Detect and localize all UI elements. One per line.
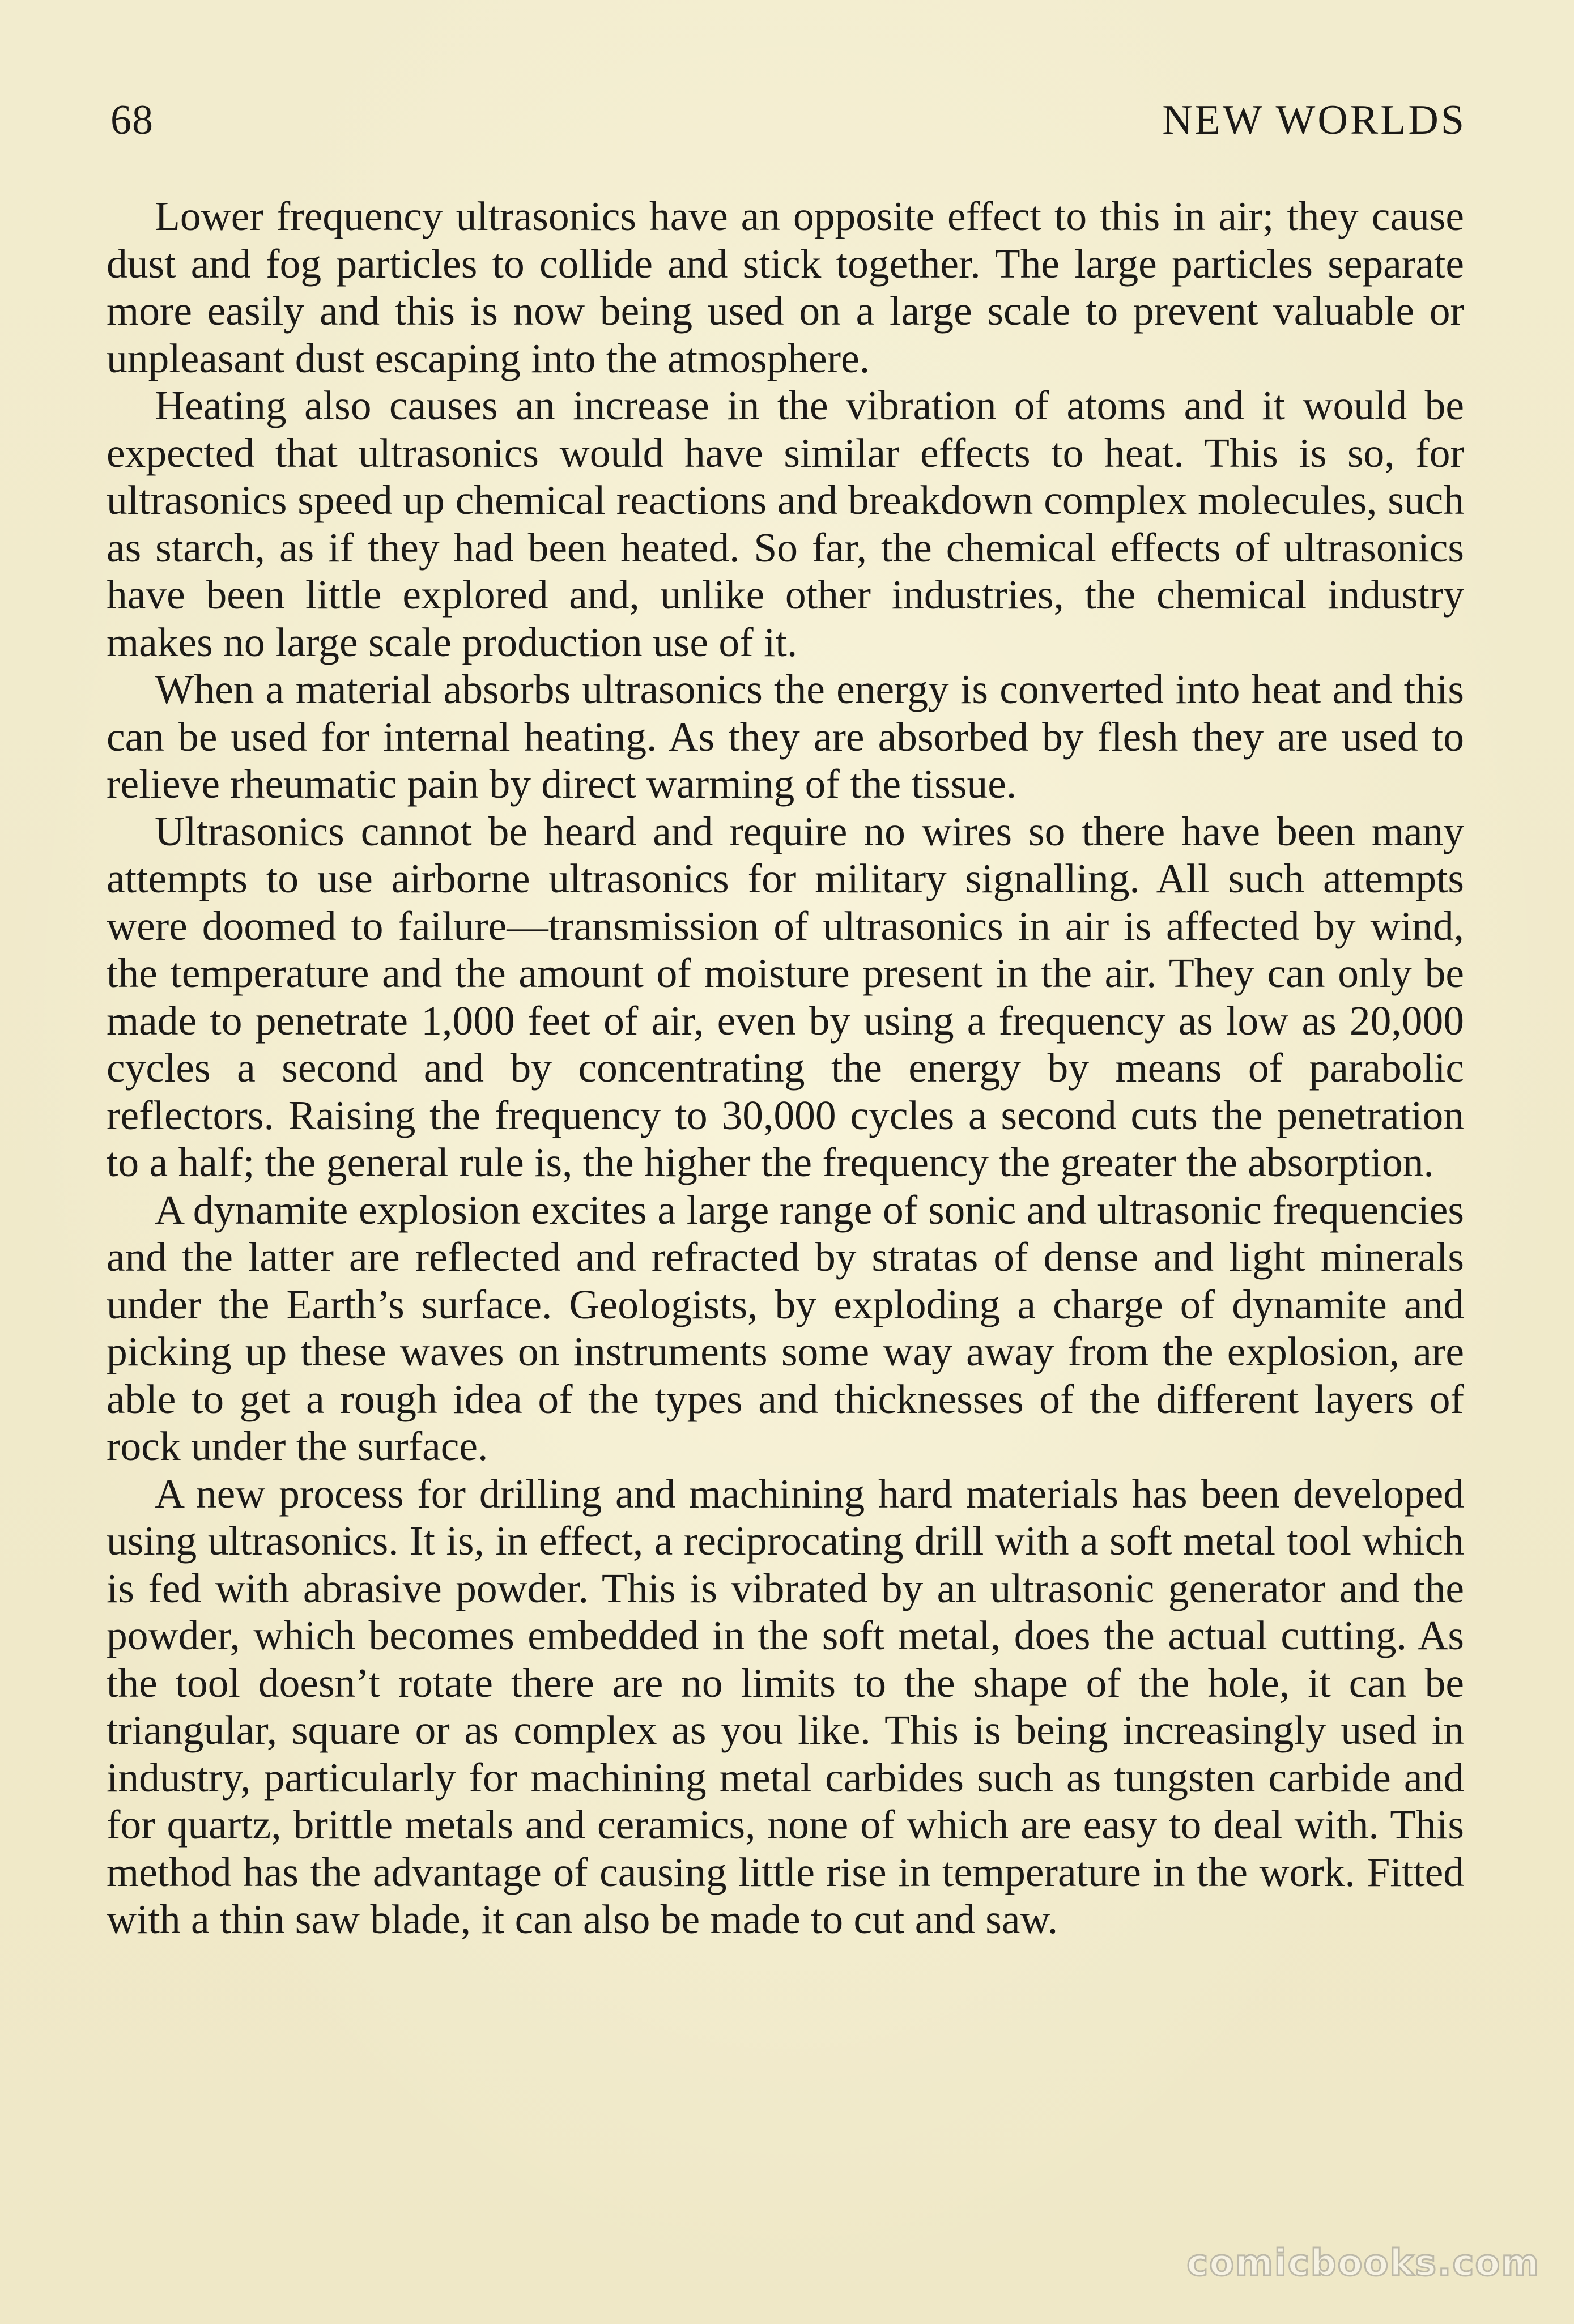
paragraph-ultrasonic-drilling: A new process for drilling and machining hard materials has been developed using ultrasonics. It is, in effect, a reciprocating drill with a soft metal tool which is fed with abrasive powder. This is vibrated by an ultrasonic generator and the powder, which becomes embedded in the soft metal, does the actual cutting. As the tool doesn’t rotate there are no limits to the shape of the hole, it can be triangular, square or as complex as you like. This is being increasingly used in industry, particularly for machining metal carbides such as tungsten carbide and for quartz, brittle metals and ceramics, none of which are easy to deal with. This method has the advantage of causing little rise in temperature in the work. Fitted with a thin saw blade, it can also be made to cut and saw. bbox=[107, 1470, 1464, 1942]
body-text bbox=[107, 193, 1464, 1943]
paragraph-heating: Heating also causes an increase in the vibration of atoms and it would be expected that ultrasonics would have similar effects to heat. This is so, for ultrasonics speed up chemical reactions and breakdown complex molecules, such as starch, as if they had been heated. So far, the chemical effects of ultrasonics have been little explored and, unlike other industries, the chemical industry makes no large scale production use of it. bbox=[107, 382, 1464, 665]
watermark: comicbooks.com bbox=[1186, 2242, 1540, 2284]
page-header bbox=[110, 96, 1466, 153]
paragraph-internal-heating: When a material absorbs ultrasonics the energy is converted into heat and this can be used for internal heating. As they are absorbed by flesh they are used to relieve rheumatic pain by direct warming of the tissue. bbox=[107, 666, 1464, 807]
running-head: NEW WORLDS bbox=[1162, 97, 1466, 143]
page-number: 68 bbox=[110, 97, 154, 143]
paragraph-military-signalling: Ultrasonics cannot be heard and require no wires so there have been many attempts to use airborne ultrasonics for military signalling. All such attempts were doomed to failure—transmission of ultrasonics in air is affected by wind, the temperature and the amount of moisture present in the air. They can only be made to penetrate 1,000 feet of air, even by using a frequency as low as 20,000 cycles a second and by concentrating the energy by means of parabolic reflectors. Raising the frequency to 30,000 cycles a second cuts the penetration to a half; the general rule is, the higher the frequency the greater the absorption. bbox=[107, 808, 1464, 1185]
paragraph-dynamite-explosion: A dynamite explosion excites a large range of sonic and ultrasonic frequencies and the latter are reflected and refracted by stratas of dense and light minerals under the Earth’s surface. Geologists, by exploding a charge of dynamite and picking up these waves on instruments some way away from the explosion, are able to get a rough idea of the types and thicknesses of the different layers of rock under the surface. bbox=[107, 1186, 1464, 1469]
paragraph-dust-particles: Lower frequency ultrasonics have an opposite effect to this in air; they cause dust and fog particles to collide and stick together. The large particles separate more easily and this is now being used on a large scale to prevent valuable or unpleasant dust escaping into the atmosphere. bbox=[107, 193, 1464, 381]
